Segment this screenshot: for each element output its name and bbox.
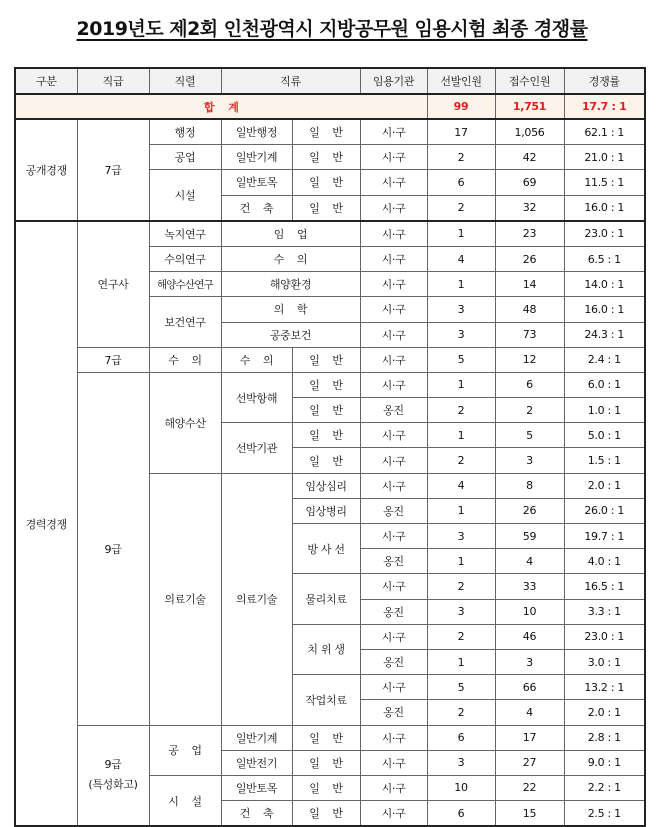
table-row — [15, 221, 645, 247]
ratio-cell: 2.5 : 1 — [564, 801, 645, 827]
series-haengjeong: 행정 — [149, 119, 221, 145]
class-cell: 임상심리 — [292, 473, 360, 498]
ratio-cell: 16.0 : 1 — [564, 195, 645, 221]
ratio-cell: 3.3 : 1 — [564, 599, 645, 624]
selected-cell: 1 — [427, 498, 495, 523]
selected-cell: 2 — [427, 195, 495, 221]
ratio-cell: 23.0 : 1 — [564, 221, 645, 247]
agency-cell: 시·구 — [360, 423, 427, 448]
subseries-cell: 수 의 — [221, 347, 292, 372]
selected-cell: 3 — [427, 297, 495, 322]
agency-cell: 시·구 — [360, 195, 427, 221]
class-cell: 일 반 — [292, 347, 360, 372]
selected-cell: 5 — [427, 675, 495, 700]
grade-7-career: 7급 — [77, 347, 149, 372]
ratio-cell: 3.0 : 1 — [564, 649, 645, 674]
header-subseries: 직류 — [221, 68, 360, 94]
agency-cell: 시·구 — [360, 675, 427, 700]
ratio-cell: 2.4 : 1 — [564, 347, 645, 372]
total-selected: 99 — [427, 94, 495, 119]
table-row — [15, 347, 645, 372]
applied-cell: 5 — [495, 423, 564, 448]
agency-cell: 옹진 — [360, 599, 427, 624]
agency-cell: 시·구 — [360, 524, 427, 549]
agency-cell: 시·구 — [360, 246, 427, 271]
ratio-cell: 26.0 : 1 — [564, 498, 645, 523]
ratio-cell: 4.0 : 1 — [564, 549, 645, 574]
header-applied: 접수인원 — [495, 68, 564, 94]
applied-cell: 73 — [495, 322, 564, 347]
series-sueui-7: 수 의 — [149, 347, 221, 372]
subseries-cell: 일반전기 — [221, 750, 292, 775]
agency-cell: 시·구 — [360, 170, 427, 195]
agency-cell: 시·구 — [360, 750, 427, 775]
selected-cell: 5 — [427, 347, 495, 372]
subseries-cell: 일반기계 — [221, 145, 292, 170]
subseries-medical: 의료기술 — [221, 473, 292, 725]
applied-cell: 4 — [495, 700, 564, 725]
selected-cell: 2 — [427, 574, 495, 599]
class-cell: 일 반 — [292, 801, 360, 827]
subseries-cell: 수 의 — [221, 246, 360, 271]
series-nokji: 녹지연구 — [149, 221, 221, 247]
selected-cell: 1 — [427, 649, 495, 674]
subseries-cell: 일반기계 — [221, 725, 292, 750]
series-gongeop-9: 공 업 — [149, 725, 221, 775]
agency-cell: 옹진 — [360, 700, 427, 725]
selected-cell: 2 — [427, 700, 495, 725]
ratio-cell: 23.0 : 1 — [564, 624, 645, 649]
group-career: 경력경쟁 — [15, 221, 77, 827]
applied-cell: 27 — [495, 750, 564, 775]
selected-cell: 2 — [427, 624, 495, 649]
total-label: 합 계 — [15, 94, 427, 119]
agency-cell: 옹진 — [360, 549, 427, 574]
ratio-cell: 11.5 : 1 — [564, 170, 645, 195]
selected-cell: 6 — [427, 801, 495, 827]
applied-cell: 10 — [495, 599, 564, 624]
ratio-cell: 2.0 : 1 — [564, 473, 645, 498]
selected-cell: 2 — [427, 145, 495, 170]
series-siseol-9: 시 설 — [149, 775, 221, 826]
applied-cell: 17 — [495, 725, 564, 750]
ratio-cell: 24.3 : 1 — [564, 322, 645, 347]
series-haeyangsusan: 해양수산 — [149, 372, 221, 473]
grade-9-special: 9급 (특성화고) — [77, 725, 149, 826]
grade-9: 9급 — [77, 372, 149, 725]
selected-cell: 3 — [427, 750, 495, 775]
applied-cell: 23 — [495, 221, 564, 247]
subseries-cell: 일반토목 — [221, 170, 292, 195]
applied-cell: 14 — [495, 272, 564, 297]
class-cell: 일 반 — [292, 750, 360, 775]
series-siseol: 시설 — [149, 170, 221, 221]
class-cell: 방 사 선 — [292, 524, 360, 574]
agency-cell: 시·구 — [360, 372, 427, 397]
applied-cell: 1,056 — [495, 119, 564, 145]
applied-cell: 8 — [495, 473, 564, 498]
ratio-cell: 2.2 : 1 — [564, 775, 645, 800]
subseries-seonbak-hanghae: 선박항해 — [221, 372, 292, 422]
competition-rate-table — [14, 67, 646, 827]
class-cell: 일 반 — [292, 145, 360, 170]
selected-cell: 3 — [427, 524, 495, 549]
applied-cell: 26 — [495, 498, 564, 523]
class-cell: 일 반 — [292, 195, 360, 221]
class-cell: 일 반 — [292, 398, 360, 423]
grade-research: 연구사 — [77, 221, 149, 347]
header-grade: 직급 — [77, 68, 149, 94]
agency-cell: 옹진 — [360, 498, 427, 523]
ratio-cell: 1.0 : 1 — [564, 398, 645, 423]
applied-cell: 69 — [495, 170, 564, 195]
agency-cell: 시·구 — [360, 448, 427, 473]
agency-cell: 시·구 — [360, 473, 427, 498]
applied-cell: 26 — [495, 246, 564, 271]
agency-cell: 시·구 — [360, 574, 427, 599]
agency-cell: 시·구 — [360, 272, 427, 297]
ratio-cell: 62.1 : 1 — [564, 119, 645, 145]
subseries-cell: 일반행정 — [221, 119, 292, 145]
class-cell: 일 반 — [292, 372, 360, 397]
class-cell: 일 반 — [292, 119, 360, 145]
applied-cell: 33 — [495, 574, 564, 599]
subseries-cell: 의 학 — [221, 297, 360, 322]
ratio-cell: 6.0 : 1 — [564, 372, 645, 397]
header-series: 직렬 — [149, 68, 221, 94]
ratio-cell: 13.2 : 1 — [564, 675, 645, 700]
agency-cell: 시·구 — [360, 775, 427, 800]
ratio-cell: 9.0 : 1 — [564, 750, 645, 775]
agency-cell: 옹진 — [360, 398, 427, 423]
table-row — [15, 372, 645, 397]
applied-cell: 22 — [495, 775, 564, 800]
selected-cell: 4 — [427, 473, 495, 498]
class-cell: 일 반 — [292, 725, 360, 750]
table-row — [15, 725, 645, 750]
subseries-cell: 일반토목 — [221, 775, 292, 800]
agency-cell: 시·구 — [360, 119, 427, 145]
selected-cell: 4 — [427, 246, 495, 271]
class-cell: 일 반 — [292, 423, 360, 448]
selected-cell: 6 — [427, 725, 495, 750]
class-cell: 일 반 — [292, 448, 360, 473]
table-row — [15, 119, 645, 145]
agency-cell: 시·구 — [360, 347, 427, 372]
agency-cell: 시·구 — [360, 322, 427, 347]
selected-cell: 3 — [427, 599, 495, 624]
selected-cell: 1 — [427, 423, 495, 448]
selected-cell: 2 — [427, 448, 495, 473]
agency-cell: 시·구 — [360, 725, 427, 750]
applied-cell: 3 — [495, 448, 564, 473]
applied-cell: 66 — [495, 675, 564, 700]
group-open: 공개경쟁 — [15, 119, 77, 221]
selected-cell: 17 — [427, 119, 495, 145]
applied-cell: 46 — [495, 624, 564, 649]
total-row — [15, 94, 645, 119]
selected-cell: 3 — [427, 322, 495, 347]
applied-cell: 42 — [495, 145, 564, 170]
series-bogeon: 보건연구 — [149, 297, 221, 347]
applied-cell: 2 — [495, 398, 564, 423]
agency-cell: 시·구 — [360, 221, 427, 247]
selected-cell: 6 — [427, 170, 495, 195]
selected-cell: 1 — [427, 549, 495, 574]
total-ratio: 17.7 : 1 — [564, 94, 645, 119]
subseries-cell: 건 축 — [221, 195, 292, 221]
applied-cell: 6 — [495, 372, 564, 397]
header-agency: 임용기관 — [360, 68, 427, 94]
subseries-cell: 해양환경 — [221, 272, 360, 297]
ratio-cell: 16.5 : 1 — [564, 574, 645, 599]
applied-cell: 59 — [495, 524, 564, 549]
ratio-cell: 16.0 : 1 — [564, 297, 645, 322]
header-row — [15, 68, 645, 94]
agency-cell: 시·구 — [360, 145, 427, 170]
series-medical: 의료기술 — [149, 473, 221, 725]
class-cell: 작업치료 — [292, 675, 360, 725]
agency-cell: 시·구 — [360, 624, 427, 649]
header-selected: 선발인원 — [427, 68, 495, 94]
applied-cell: 32 — [495, 195, 564, 221]
applied-cell: 48 — [495, 297, 564, 322]
selected-cell: 1 — [427, 221, 495, 247]
ratio-cell: 1.5 : 1 — [564, 448, 645, 473]
header-category: 구분 — [15, 68, 77, 94]
selected-cell: 1 — [427, 272, 495, 297]
class-cell: 일 반 — [292, 170, 360, 195]
agency-cell: 옹진 — [360, 649, 427, 674]
subseries-cell: 임 업 — [221, 221, 360, 247]
class-cell: 치 위 생 — [292, 624, 360, 674]
selected-cell: 1 — [427, 372, 495, 397]
subseries-cell: 공중보건 — [221, 322, 360, 347]
series-sueui: 수의연구 — [149, 246, 221, 271]
header-ratio: 경쟁률 — [564, 68, 645, 94]
ratio-cell: 21.0 : 1 — [564, 145, 645, 170]
selected-cell: 10 — [427, 775, 495, 800]
series-haeyang: 해양수산연구 — [149, 272, 221, 297]
grade-7: 7급 — [77, 119, 149, 221]
total-applied: 1,751 — [495, 94, 564, 119]
ratio-cell: 5.0 : 1 — [564, 423, 645, 448]
ratio-cell: 2.0 : 1 — [564, 700, 645, 725]
selected-cell: 2 — [427, 398, 495, 423]
ratio-cell: 6.5 : 1 — [564, 246, 645, 271]
subseries-seonbak-gigwan: 선박기관 — [221, 423, 292, 473]
applied-cell: 15 — [495, 801, 564, 827]
agency-cell: 시·구 — [360, 801, 427, 827]
applied-cell: 3 — [495, 649, 564, 674]
ratio-cell: 19.7 : 1 — [564, 524, 645, 549]
applied-cell: 12 — [495, 347, 564, 372]
class-cell: 임상병리 — [292, 498, 360, 523]
class-cell: 물리치료 — [292, 574, 360, 624]
series-gongeop: 공업 — [149, 145, 221, 170]
subseries-cell: 건 축 — [221, 801, 292, 827]
ratio-cell: 14.0 : 1 — [564, 272, 645, 297]
ratio-cell: 2.8 : 1 — [564, 725, 645, 750]
class-cell: 일 반 — [292, 775, 360, 800]
page-title: 2019년도 제2회 인천광역시 지방공무원 임용시험 최종 경쟁률 — [76, 18, 588, 40]
applied-cell: 4 — [495, 549, 564, 574]
agency-cell: 시·구 — [360, 297, 427, 322]
